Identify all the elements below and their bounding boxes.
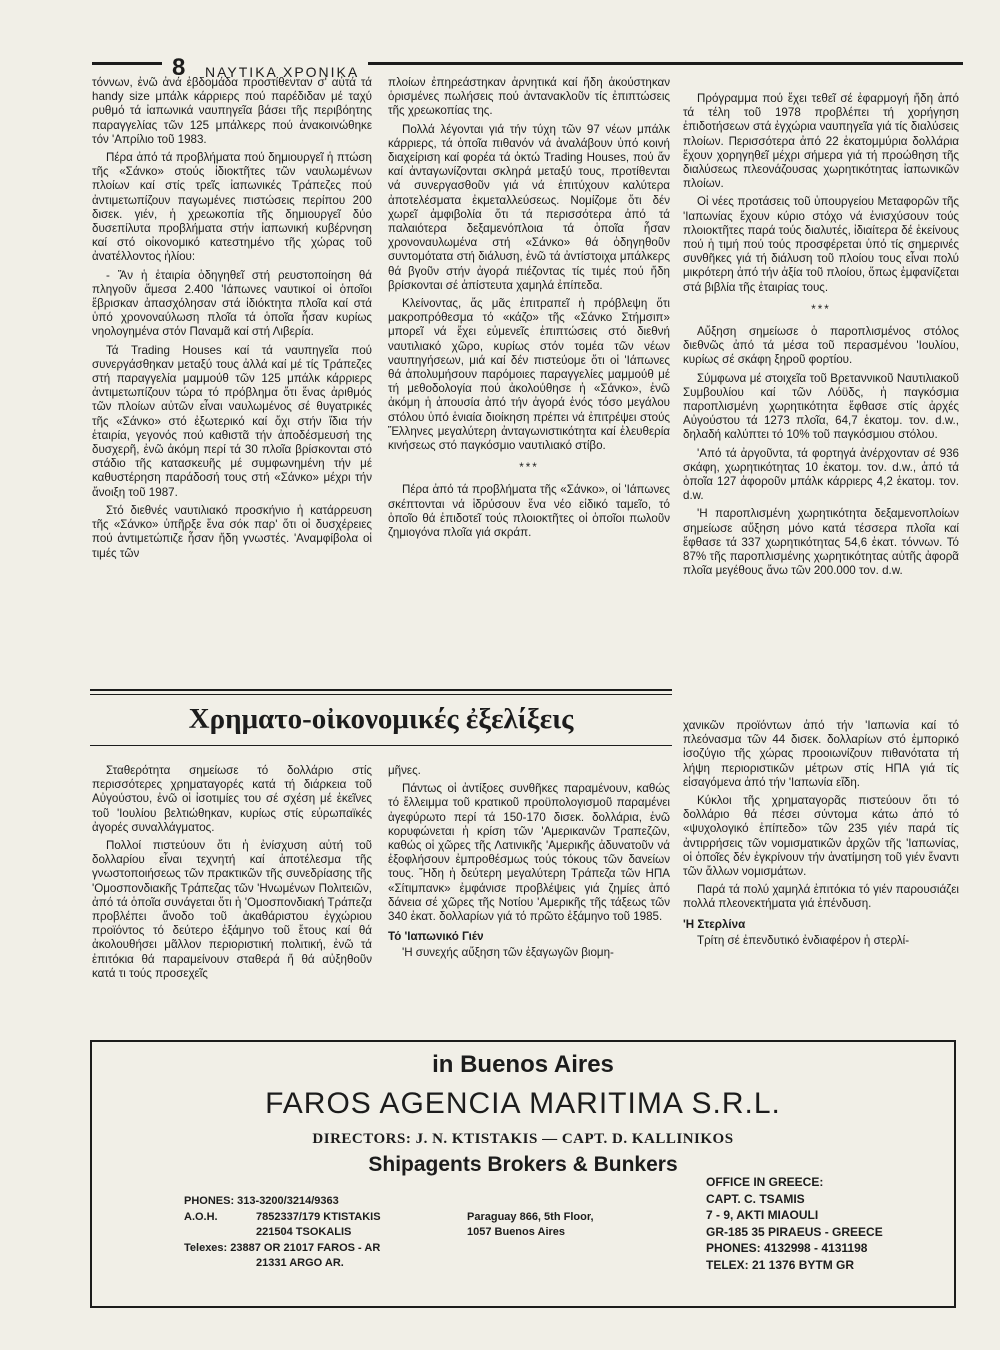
paragraph: χανικῶν προϊόντων ἀπό τήν 'Ιαπωνία καί τό πλεόνασμα τῶν 44 δισεκ. δολλαρίων στό ἐμπορικό ἰσοζύγιο τῆς χώρας προοιωνίζουν πιθανότατα τή λήψη περιοριστικῶν μέτρων στίς ΗΠΑ γιά τίς εἰσαγόμενα ἀπό τήν 'Ιαπωνία εἴδη. [683,719,959,789]
paragraph: Κύκλοι τῆς χρηματαγορᾶς πιστεύουν ὅτι τό δολλάριο θά πέσει σύντομα κάτω ἀπό τό «ψυχολογικό ἐπίπεδο» τῶν 235 γιέν παρά τίς ἀντιρρήσεις τῶν νομισματικῶν ἀρχῶν τῆς 'Ιαπωνίας, οἱ ὁποῖες δέν ἐγκρίνουν τήν ἀνατίμηση τοῦ γιέν ἔναντι τῶν ἄλλων νομισμάτων. [683,794,959,879]
subheading: 'Η Στερλίνα [683,917,746,931]
paragraph: 'Η συνεχής αὔξηση τῶν ἐξαγωγῶν βιομη- [402,946,614,960]
paragraph: Πέρα ἀπό τά προβλήματα πού δημιουργεῖ ἡ πτώση τῆς «Σάνκο» στούς ἰδιοκτῆτες τῶν ναυλωμένων πλοίων καί στίς τρεῖς ἰαπωνικές Τράπεζες πού ἀντιμετωπίζουν παγωμένες πιστώσεις περίπου 200 δισεκ. γιέν, ἡ χρεωκοπία τῆς δημιουργεῖ δύο δυσεπίλυτα προβλήματα στήν ἰαπωνική κυβέρνηση καί στό οἰκονομικό κατεστημένο τῆς χώρας τοῦ ἀνατέλλοντος ἡλίου: [92,151,372,264]
advertisement-box [90,1040,956,1308]
paragraph: Πολλοί πιστεύουν ὅτι ἡ ἐνίσχυση αὐτή τοῦ δολλαρίου εἶναι τεχνητή καί ἀποτέλεσμα τῆς γνωστοποιήσεως τῶν πρακτικῶν τῆς συνεδρίασης τῆς 'Ομοσπονδιακῆς Τράπεζας τῶν 'Ηνωμένων Πολιτειῶν, ἀπό τά ὁποῖα συνάγεται ὅτι ἡ 'Ομοσπονδιακή Τράπεζα προβλέπει ἄνοδο τοῦ ἀκαθάριστου ἐγχώριου προϊόντος τό δεύτερο ἑξάμηνο τοῦ ἔτους καί θά ἀκολουθήσει μᾶλλον περιοριστική πολιτική, ἐνῶ τά ἐπιτόκια θά παραμείνουν σταθερά ἤ θά αὐξηθοῦν κατά τι τούς προσεχεῖς [92,839,372,980]
top-column-2 [388,76,670,544]
section-column-3 [683,719,959,952]
paragraph: Πάντως οἱ ἀντίξοες συνθῆκες παραμένουν, καθώς τό ἔλλειμμα τοῦ κρατικοῦ προϋπολογισμοῦ παραμένει ἀγεφύρωτο περί τά 150-170 δισεκ. δολλάρια, ἐνῶ κορυφώνεται ἡ κρίση τῶν 'Αμερικανῶν Τραπεζῶν, καθώς οἱ χῶρες τῆς Λατινικῆς 'Αμερικῆς ἀδυνατοῦν νά ἐξοφλήσουν ἐμπροθέσμως τούς τόκους τῶν δανείων τους. Ἤδη ἡ δεύτερη μεγαλύτερη Τράπεζα τῶν ΗΠΑ «Σίτιμπανκ» ἐμφάνισε προβλέψεις γιά ζημίες ἀπό δάνεια σέ χῶρες τῆς Νοτίου 'Αμερικῆς τῆς τάξεως τῶν 340 ἑκατ. δολλαρίων γιά τό πρῶτο ἑξάμηνο τοῦ 1985. [388,782,670,924]
ad-telexes: Telexes: 23887 OR 21017 FAROS - AR [184,1241,381,1254]
paragraph: Παρά τά πολύ χαμηλά ἐπιτόκια τό γιέν παρουσιάζει πολλά πλεονεκτήματα γιά ἐπένδυση. [683,883,959,911]
paragraph: Πρόγραμμα πού ἔχει τεθεῖ σέ ἐφαρμογή ἤδη ἀπό τά τέλη τοῦ 1978 προβλέπει τή χορήγηση ἐπιδοτήσεων στά ἐγχώρια ναυπηγεῖα γιά τίς διαλύσεις πλοίων. Περισσότερα ἀπό 22 ἑκατομμύρια δολλάρια ἔχουν χορηγηθεῖ μέχρι σήμερα γιά τή προώθηση τῆς διαλύσεως πλεονάζουσας χωρητικότητας ἰαπωνικῶν πλοίων. [683,92,959,191]
ad-greece-city: GR-185 35 PIRAEUS - GREECE [706,1224,883,1239]
section-rule-top-thin [90,694,672,695]
ad-address-buenos-aires [467,1210,594,1240]
ad-address-line2: 1057 Buenos Aires [467,1226,566,1238]
paragraph: Στό διεθνές ναυτιλιακό προσκήνιο ἡ κατάρρευση τῆς «Σάνκο» ὑπῆρξε ἕνα σόκ παρ' ὅτι οἱ δυσχέρειες πού ἀντιμετώπιζε ἦσαν ἤδη γνωστές. 'Αναμφίβολα οἱ τιμές τῶν [92,503,372,560]
paragraph: Πολλά λέγονται γιά τήν τύχη τῶν 97 νέων μπάλκ κάρριερς, τά ὁποῖα πιθανόν νά ἀναλάβουν ὑπό κοινή διαχείριση καί φορέα τά ὀκτώ Trading Houses, πού ἄν καί ἀνταγωνίζονται σκληρά μεταξύ τους, προτίθενται νά συνεργασθοῦν γιά νά ἐπιτύχουν καλύτερα ἀποτελέσματα ἐκμεταλλεύσεως. Νομίζομε ὅτι δέν χωρεῖ ἀμφιβολία ὅτι τά περισσότερα ἀπό τά παλαιότερα δεξαμενόπλοια τά ὁποῖα ἦσαν χρονοναυλωμένα στή «Σάνκο» θά ὁδηγηθοῦν συντομότατα στή διάλυση, ἐνῶ τά ἀντίστοιχα μπάλκερς θά βγοῦν στήν ἀγορά πιέζοντας τίς τιμές πού ἤδη βρίσκονται σέ ἀπίστευτα χαμηλά ἐπίπεδα. [388,122,670,292]
section-column-2 [388,764,670,965]
ad-telexes-line2: 21331 ARGO AR. [256,1257,344,1269]
ad-services: Shipagents Brokers & Bunkers [368,1153,678,1176]
paragraph: 'Από τά ἀργοῦντα, τά φορτηγά ἀνέρχονταν σέ 936 σκάφη, χωρητικότητας 10 ἑκατομ. τον. d.w., ἀπό τά ὁποῖα 127 ἀφοροῦν μπάλκ κάρριερς 4,2 ἑκατομ. τον. d.w. [683,446,959,503]
top-column-3 [683,92,959,583]
ad-aoh-label: A.O.H. [184,1210,218,1223]
ad-greece-title: OFFICE IN GREECE: [706,1175,824,1189]
page-number: 8 [172,54,186,81]
ad-directors: DIRECTORS: J. N. KTISTAKIS — CAPT. D. KALLINIKOS [312,1131,734,1147]
paragraph: Κλείνοντας, ἄς μᾶς ἐπιτραπεῖ ἡ πρόβλεψη ὅτι μακροπρόθεσμα τό «κάζο» τῆς «Σάνκο Στήμσιπ» μπορεῖ νά ἔχει εὐμενεῖς ἐπιπτώσεις στό διεθνή ναυτιλιακό χῶρο, κυρίως στόν τομέα τῶν νέων ναυπηγήσεων, μιά καί δέν πιστεύομε ὅτι οἱ 'Ιάπωνες θά ἀπολυμήσουν παρόμοιες παραγγελίες μαμμούθ μέ τή μεθοδολογία πού ἀκολούθησε ἡ «Σάνκο», ἐνῶ ἀκόμη ἡ ἀπουσία ἀπό τήν ἀγορά ἑνός τόσο μεγάλου στόλου ὑπό ἑνιαία διοίκηση πρέπει νά ἐπιτρέψει στούς Ἕλληνες μεγαλύτερη ἀνταγωνιστικότητα καί ἐλευθερία κινήσεως στό παγκόσμιο ναυτιλιακό στίβο. [388,297,670,453]
paragraph: Σύμφωνα μέ στοιχεῖα τοῦ Βρεταννικοῦ Ναυτιλιακοῦ Συμβουλίου καί τῶν Λόϋδς, ἡ παγκόσμια παροπλισμένη χωρητικότητα ἔφθασε στίς ἀρχές Αὐγούστου τά 1273 πλοῖα, 64,7 ἑκατομ. τον. d.w., δηλαδή καλύπτει τό 10% τοῦ παγκόσμιου στόλου. [683,371,959,442]
ad-aoh-line1: 7852337/179 KTISTAKIS [256,1210,381,1223]
ad-company-name: FAROS AGENCIA MARITIMA S.R.L. [265,1087,781,1120]
ad-office-greece [706,1174,883,1273]
ad-aoh-line2: 221504 TSOKALIS [256,1226,352,1238]
ad-greece-name: CAPT. C. TSAMIS [706,1191,805,1206]
paragraph: πλοίων ἐπηρεάστηκαν ἀρνητικά καί ἤδη ἀκούστηκαν ὁρισμένες πωλήσεις πού ἀντανακλοῦν τίς ἐπιπτώσεις τῆς χρεωκοπίας της. [388,76,670,118]
section-separator: *** [519,461,539,475]
paragraph: Τά Trading Houses καί τά ναυπηγεῖα πού συνεργάσθηκαν μεταξύ τους ἀλλά καί μέ τίς Τράπεζες στή παραγγελία μαμμούθ τῶν 125 μπάλκ κάρριερς ἀντιμετωπίζουν τώρα τό πρόβλημα ὅτι ἕνας ἀριθμός τῶν πλοίων αὐτῶν εἶναι ναυλωμένος σέ θυγατρικές τῆς «Σάνκο» στό ἐξωτερικό καί ὄχι στήν ἴδια τήν ἑταιρία, γεγονός πού καθιστᾶ τήν ἀποδέσμευσή της δυσχερῆ, ἐνῶ ἀκόμη περί τά 30 πλοῖα βρίσκονται στό στάδιο τῆς κατασκευῆς μέ συμφωνημένη τήν μέ καθυστέρηση παράδοσή τους στή «Σάνκο» μέχρι τήν ἄνοιξη τοῦ 1987. [92,343,372,499]
section-column-1 [92,764,372,985]
ad-city: in Buenos Aires [432,1051,614,1078]
paragraph: Τρίτη σέ ἐπενδυτικό ἐνδιαφέρον ἡ στερλί- [697,933,910,947]
paragraph: Σταθερότητα σημείωσε τό δολλάριο στίς περισσότερες χρηματαγορές κατά τή διάρκεια τοῦ Αὐγούστου, ἐνῶ οἱ ἰσοτιμίες του σέ σχέση μέ ἐκεῖνες τοῦ 'Ιουλίου βελτιώθηκαν, κυρίως στίς εὐρωπαϊκές ἀγορές συναλλάγματος. [92,764,372,834]
header-rule-right [368,62,963,65]
ad-greece-phones: PHONES: 4132998 - 4131198 [706,1241,868,1255]
publication-title: ΝΑΥΤΙΚΑ ΧΡΟΝΙΚΑ [205,64,360,80]
paragraph: Αὔξηση σημείωσε ὁ παροπλισμένος στόλος διεθνῶς ἀπό τά μέσα τοῦ περασμένου 'Ιουλίου, κυρίως σέ σκάφη ξηροῦ φορτίου. [683,325,959,367]
section-separator: *** [811,302,831,316]
ad-greece-street: 7 - 9, AKTI MIAOULI [706,1208,819,1222]
ad-phones: PHONES: 313-3200/3214/9363 [184,1195,339,1207]
top-column-1 [92,76,372,565]
header-rule-left [92,62,162,65]
paragraph: Οἱ νέες προτάσεις τοῦ ὑπουργείου Μεταφορῶν τῆς 'Ιαπωνίας ἔχουν κύριο στόχο νά ἐνισχύσουν τούς πλοιοκτῆτες παρά τούς διαλυτές, ἰδιαίτερα δέ ἐκείνους πού ἡ τιμή πού τούς προσφέρεται ὑπό τίς σημερινές συνθῆκες γιά τή διάλυση τοῦ πλοίου τους εἶναι πολύ μικρότερη ἀπό τήν ἀξία τοῦ πλοίου, ὅπως ἐμφανίζεται στά βιβλία τῆς ἑταιρίας τους. [683,195,959,294]
ad-contacts-buenos-aires [184,1194,381,1272]
ad-aoh-line [184,1210,381,1226]
paragraph: - Ἄν ἡ ἑταιρία ὁδηγηθεῖ στή ρευστοποίηση θά πληγοῦν ἄμεσα 2.400 'Ιάπωνες ναυτικοί οἱ ὁποῖοι ἔβρισκαν ἀπασχόλησαν στά ἰδιόκτητα πλοῖα καί στά ὑπό χρονοναύλωση πλοῖα τά ὁποῖα ἦσαν κυρίως νηολογημένα στόν Παναμᾶ καί στή Λιβερία. [92,268,372,339]
ad-greece-telex: TELEX: 21 1376 BYTM GR [706,1257,855,1272]
section-rule-top [90,689,672,691]
paragraph: 'Η παροπλισμένη χωρητικότητα δεξαμενοπλοίων σημείωσε αὔξηση μόνο κατά τέσσερα πλοῖα καί ἔφθασε τά 337 χωρητικότητας 54,6 ἑκατ. τόννων. Τό 87% τῆς παροπλισμένης χωρητικότητας αὐτῆς ἀφορᾶ πλοῖα μεγέθους ἄνω τῶν 200.000 τον. d.w. [683,507,959,578]
paragraph: Πέρα ἀπό τά προβλήματα τῆς «Σάνκο», οἱ 'Ιάπωνες σκέπτονται νά ἱδρύσουν ἕνα νέο εἰδικό ταμεῖο, τό ὁποῖο θά ἐπιδοτεῖ τούς πλοιοκτῆτες οἱ ὁποῖοι πωλοῦν ζημιογόνα πλοῖα γιά σκράπ. [388,483,670,540]
section-headline: Χρηματο-οἰκονομικές ἐξελίξεις [188,703,574,735]
subheading: Τό 'Ιαπωνικό Γιέν [388,930,484,944]
ad-address-line1: Paraguay 866, 5th Floor, [467,1211,594,1223]
paragraph: μῆνες. [388,764,421,777]
section-rule-bottom [90,745,672,746]
paragraph: τόννων, ἐνῶ ἀνά ἑβδομάδα προστίθενταν σ' αὐτά τά handy size μπάλκ κάρριερς πού παρέδιδαν μέ ταχύ ρυθμό τά ἰαπωνικά ναυπηγεῖα βάσει τῆς περιβόητης παραγγελίας τῶν 125 μπάλκερς πού ἀνακοινώθηκε τόν 'Απρίλιο τοῦ 1983. [92,76,372,146]
